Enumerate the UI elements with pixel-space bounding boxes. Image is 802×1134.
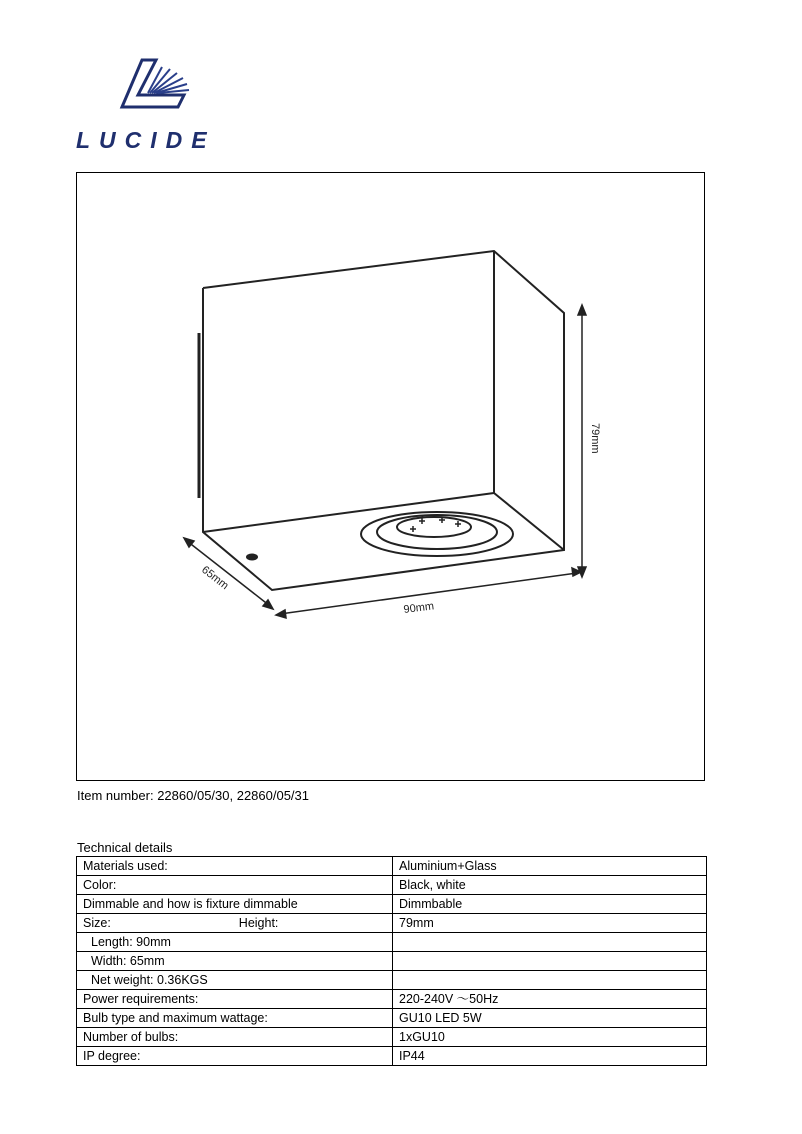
table-row [77,952,707,971]
spec-label-cell [77,952,393,971]
table-row [77,971,707,990]
spec-label-cell [77,914,393,933]
item-number: Item number: 22860/05/30, 22860/05/31 [77,788,310,803]
spec-label: Bulb type and maximum wattage: [77,1009,393,1028]
product-drawing-frame [76,172,705,781]
table-row [77,914,707,933]
spec-value: GU10 LED 5W [393,1009,707,1028]
table-row [77,933,707,952]
spec-label: Materials used: [77,857,393,876]
dim-width-label: 65mm [199,563,231,593]
spec-label-height: Height: [238,916,279,930]
spec-value: Black, white [393,876,707,895]
product-drawing [77,173,706,782]
spec-value: Aluminium+Glass [393,857,707,876]
logo-mark-icon [74,55,224,125]
spec-label: Net weight: 0.36KGS [91,973,208,987]
table-row [77,1028,707,1047]
spec-value [393,971,707,990]
table-row [77,857,707,876]
spec-value: 220-240V ～50Hz [393,990,707,1009]
dim-height-label: 79mm [589,423,601,454]
table-row [77,1009,707,1028]
technical-details-title: Technical details [77,840,173,855]
spec-label: Color: [77,876,393,895]
spec-label: Length: 90mm [91,935,171,949]
spec-value: 1xGU10 [393,1028,707,1047]
spec-label: Size: [83,916,111,930]
spec-label: Width: 65mm [91,954,165,968]
table-row [77,895,707,914]
spec-label-cell [77,933,393,952]
table-row [77,1047,707,1066]
table-row [77,990,707,1009]
spec-value: IP44 [393,1047,707,1066]
spec-value [393,952,707,971]
brand-logo [74,55,224,159]
technical-details-table [76,856,707,1066]
spec-value: Dimmbable [393,895,707,914]
spec-label: IP degree: [77,1047,393,1066]
spec-label: Power requirements: [77,990,393,1009]
spec-value: 79mm [393,914,707,933]
spec-label-cell [77,971,393,990]
spec-label: Number of bulbs: [77,1028,393,1047]
spec-value [393,933,707,952]
spec-label: Dimmable and how is fixture dimmable [77,895,393,914]
table-row [77,876,707,895]
dim-length-label: 90mm [402,600,435,616]
brand-name: LUCIDE [76,127,216,153]
